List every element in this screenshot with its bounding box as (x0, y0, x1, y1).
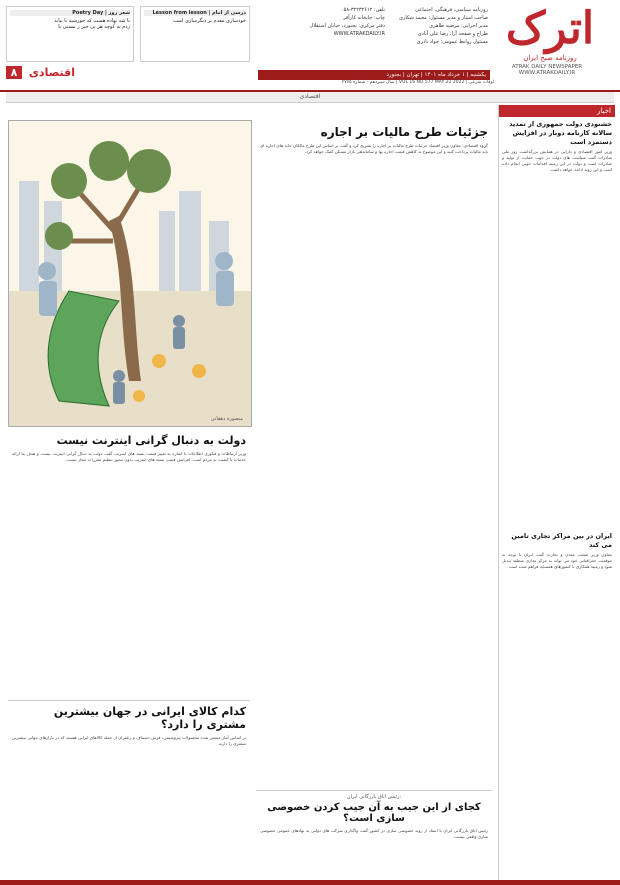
section-strip: اقتصادی (6, 92, 614, 103)
staff-line: مدیر اجرایی: مرضیه طاهری (429, 23, 488, 29)
article-export (8, 700, 250, 881)
logo-text: اترک (505, 3, 595, 54)
contact-line: دفتر مرکزی: بجنورد، خیابان استقلال (309, 23, 385, 29)
staff-line: صاحب امتیاز و مدیر مسئول: محمد شکاری (399, 15, 488, 21)
article-export-columns (8, 735, 250, 875)
article-internet (8, 430, 250, 690)
quote-header: Lesson from lesson | درسی از امام (144, 10, 246, 16)
poetry-header: Poetry Day | شعر روز (10, 10, 130, 16)
article-privatization (256, 790, 492, 881)
article-internet-columns (8, 451, 250, 671)
main-article-title[interactable]: جزئیات طرح مالیات بر اجاره (320, 125, 488, 139)
staff-line: روزنامه سیاسی، فرهنگی، اجتماعی (415, 7, 488, 13)
news-title[interactable]: ایران در بین مراکز تجاری تامین می کند (511, 532, 612, 549)
news-column (498, 105, 615, 880)
main-article-columns (256, 143, 492, 393)
article-privatization-body: رئیس اتاق بازرگانی ایران با انتقاد از روند خصوصی سازی در کشور گفت واگذاری شرکت های دولتی به نهادهای عمومی خصوصی سازی واقعی نیست. (260, 828, 488, 839)
contact-box (255, 6, 385, 38)
cartoon-signature: منصوره دهقانی (210, 416, 243, 422)
cartoon-illustration (9, 121, 251, 426)
poetry-line: زدم به کوچه هر بی خبر ز مستی با (58, 24, 130, 30)
main-article (256, 105, 492, 405)
news-body: وزیر امور اقتصادی و دارایی در همایش بزرگداشت روز ملی صادرات گفت سیاست های دولت در جهت حمایت از تولید و صادرات است و دولت در این زمینه اقدامات خوبی انجام داده است و این روند ادامه خواهد داشت. (502, 149, 612, 172)
footer-bar (0, 880, 620, 885)
article-internet-title[interactable]: دولت به دنبال گرانی اینترنت نیست (56, 434, 246, 447)
date-bar: یکشنبه | ۱ خرداد ماه ۱۴۰۱ | تهران | بجنورد (258, 70, 490, 80)
quote-box (140, 6, 250, 62)
issue-meta: سال سیزدهم - شماره ۲۷۷۵ | VOL 16 NO 577 MAY 22 2022 | اوقات شرعی (341, 80, 494, 85)
english-title (482, 64, 612, 76)
news-header: اخبار (499, 105, 615, 117)
contact-line: WWW.ATRAKDAILY.IR (333, 31, 385, 37)
cartoon-box (8, 120, 252, 427)
article-export-body: بر اساس آمار منتشر شده محصولات پتروشیمی، فرش دستباف و زعفران از جمله کالاهای ایرانی هستند که در بازارهای جهانی بیشترین مشتری را دارند. (12, 735, 246, 746)
masthead (0, 0, 620, 92)
article-export-title[interactable]: کدام کالای ایرانی در جهان بیشترین مشتری را دارد؟ (53, 705, 246, 731)
quote-header-fa: درسی از امام (212, 10, 246, 16)
quote-header-en: Lesson from lesson (152, 10, 207, 16)
poetry-box (6, 6, 134, 62)
article-privatization-columns (256, 828, 492, 878)
poetry-header-fa: شعر روز (108, 10, 130, 16)
main-article-body: گروه اقتصادی: معاون وزیر اقتصاد جزئیات طرح مالیات بر اجاره را تشریح کرد و گفت بر اساس این طرح مالکان خانه های اجاره ای باید مالیات پرداخت کنند و این موضوع به کاهش قیمت اجاره بها و ساماندهی بازار مسکن کمک خواهد کرد. (260, 143, 488, 154)
news-title[interactable]: خشنودی دولت جمهوری از تمدید سالانه کارنامه دوبار در افزایش دستمزد است (509, 120, 612, 146)
article-privatization-title[interactable]: کجای از این جیب به آن جیب کردن خصوصی سازی است؟ (267, 802, 481, 824)
news-body: معاون وزیر صنعت معدن و تجارت گفت ایران با توجه به موقعیت جغرافیایی خود می تواند به مرکز تجاری منطقه تبدیل شود و زمینه همکاری با کشورهای همسایه فراهم شده است. (502, 552, 612, 569)
quote-text: خودسازی مقدم بر دیگرسازی است (172, 18, 246, 24)
logo-subtitle: روزنامه صبح ایران (523, 54, 577, 62)
website: WWW.ATRAKDAILY.IR (518, 70, 576, 76)
section-title: اقتصادی (28, 66, 76, 79)
poetry-line: با شه نهاده هست که خورشید با بیاید (54, 18, 130, 24)
contact-line: تلفن: ۳۲۲۳۲۶۱۲-۰۵۸ (340, 7, 385, 13)
staff-line: طراح و صفحه آرا: رضا علی آبادی (417, 31, 488, 37)
staff-box (390, 6, 488, 46)
english-name: ATRAK DAILY NEWSPAPER (511, 64, 583, 70)
article-internet-body: وزیر ارتباطات و فناوری اطلاعات با اشاره به تغییر قیمت بسته های اینترنت گفت دولت به دنبال گرانی اینترنت نیست و هدف ما ارائه خدمات با کیفیت به مردم است. افزایش قیمت بسته های اینترنت بدون مجوز تنظیم مقررات مجاز نیست. (12, 451, 246, 462)
article-privatization-kicker: رئیس اتاق بازرگانی ایران: (346, 794, 402, 800)
poetry-header-en: Poetry Day (72, 10, 104, 16)
staff-line: مسئول روابط عمومی: جواد نادری (416, 39, 488, 45)
page-number: ۸ (6, 66, 22, 79)
contact-line: چاپ: چاپخانه کارآفر (343, 15, 385, 21)
